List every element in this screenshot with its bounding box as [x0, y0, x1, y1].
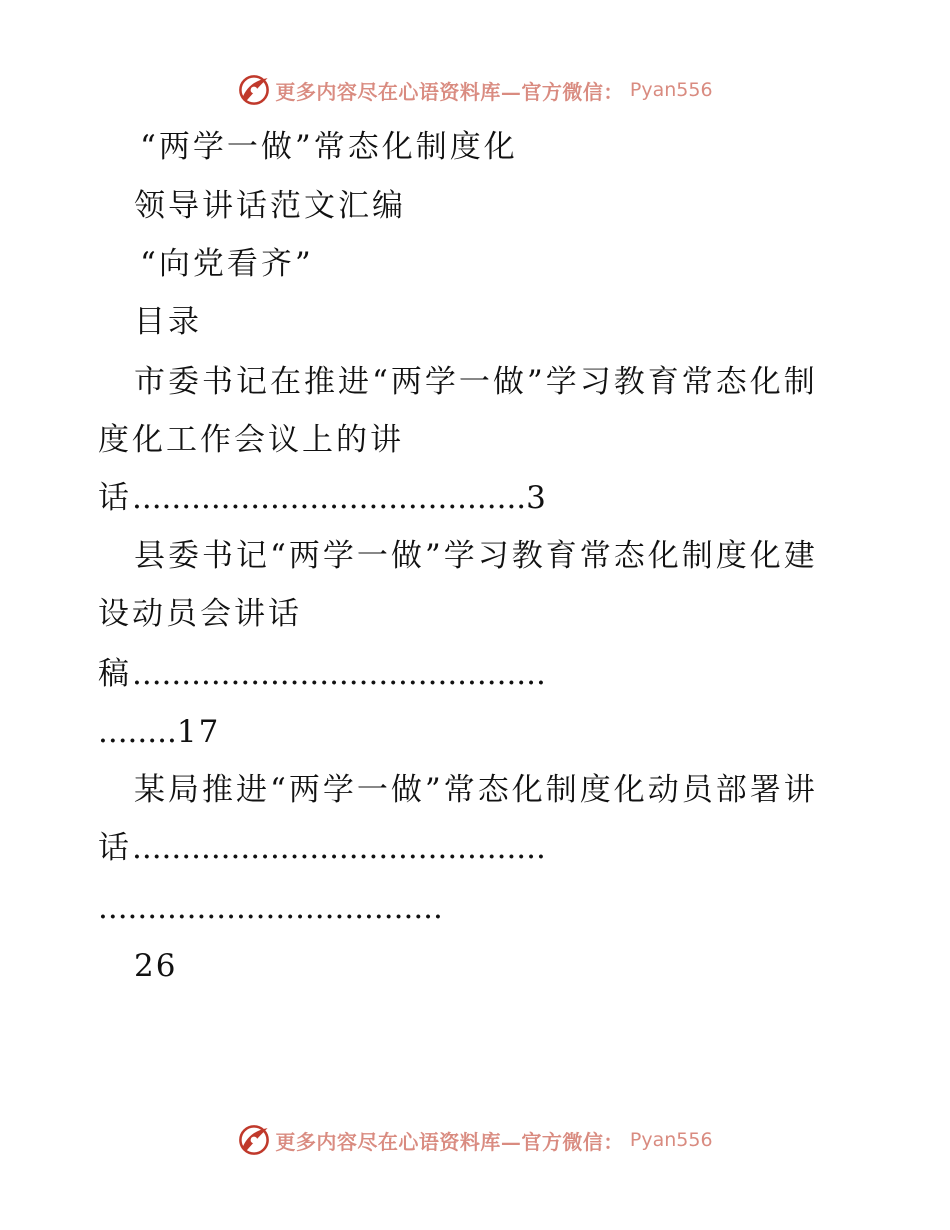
- toc-entry-2-leader: [98, 654, 546, 694]
- toc-entry-1-page: 3: [526, 480, 548, 516]
- banner-text: 更多内容尽在心语资料库—官方微信：: [275, 79, 624, 104]
- toc-entry-2-tail: 稿: [98, 656, 132, 692]
- banner-text: 更多内容尽在心语资料库—官方微信：: [275, 1129, 624, 1154]
- title-line-3: “向党看齐”: [140, 246, 314, 282]
- toc-entry-1-dots: ........................................: [132, 480, 527, 516]
- toc-entry-3-dots-cont: ...................................: [98, 890, 443, 926]
- toc-heading: 目录: [134, 304, 202, 340]
- toc-entry-3-page: 26: [134, 948, 178, 984]
- footer-banner: [0, 1120, 950, 1160]
- pen-logo-icon: [237, 73, 271, 107]
- title-line-1: “两学一做”常态化制度化: [140, 129, 518, 165]
- toc-entry-2-dots: ..........................................: [132, 656, 546, 692]
- toc-entry-1-leader: [98, 478, 548, 518]
- banner-wechat-id: Pyan556: [629, 79, 713, 101]
- toc-entry-2-dots-cont: ........: [98, 714, 177, 750]
- toc-entry-3-line-1: 某局推进“两学一做”常态化制度化动员部署讲: [134, 772, 818, 808]
- toc-entry-3-leader-cont: [98, 888, 443, 928]
- toc-entry-1-tail: 话: [98, 480, 132, 516]
- title-line-2: 领导讲话范文汇编: [134, 188, 406, 224]
- toc-entry-2-leader-cont: [98, 712, 220, 752]
- banner-wechat-id: Pyan556: [629, 1129, 713, 1151]
- toc-entry-1-line-1: 市委书记在推进“两学一做”学习教育常态化制: [134, 364, 818, 400]
- toc-entry-1-line-2: 度化工作会议上的讲: [98, 422, 404, 458]
- toc-entry-2-line-1: 县委书记“两学一做”学习教育常态化制度化建: [134, 538, 818, 574]
- pen-logo-icon: [237, 1123, 271, 1157]
- toc-entry-3-dots: ..........................................: [132, 830, 546, 866]
- toc-entry-2-line-2: 设动员会讲话: [98, 596, 302, 632]
- toc-entry-2-page: 17: [176, 714, 221, 750]
- toc-entry-3-leader: [98, 828, 546, 868]
- header-banner: [0, 70, 950, 110]
- toc-entry-3-tail: 话: [98, 830, 132, 866]
